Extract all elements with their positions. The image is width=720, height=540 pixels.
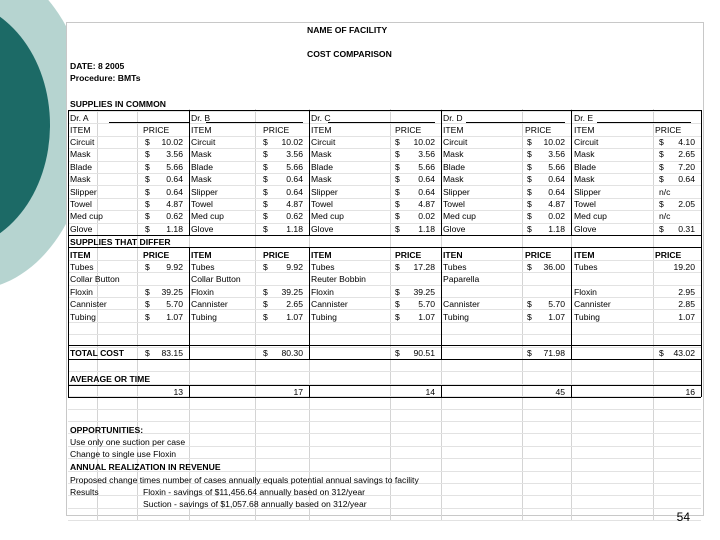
currency-symbol: $	[527, 348, 532, 358]
supply-price: 4.87	[418, 199, 435, 209]
currency-symbol: $	[263, 149, 268, 160]
supply-item: Circuit	[574, 137, 599, 147]
supply-price: 4.87	[548, 199, 565, 209]
price-column-header: PRICE	[143, 250, 170, 260]
report-date: DATE: 8 2005	[70, 61, 125, 71]
column-border	[441, 110, 442, 235]
currency-symbol: $	[395, 262, 400, 272]
supply-item: Cannister	[70, 299, 107, 310]
currency-symbol: $	[263, 137, 268, 147]
currency-symbol: $	[527, 262, 532, 272]
supply-item: Med cup	[311, 211, 344, 222]
doctor-underline	[597, 122, 691, 123]
currency-symbol: $	[145, 311, 150, 322]
total-cost-value: 71.98	[543, 348, 565, 358]
supply-item: Slipper	[191, 186, 218, 197]
supply-item: Tubing	[191, 311, 217, 322]
currency-symbol: $	[395, 149, 400, 160]
section-rule	[68, 235, 701, 236]
section-rule	[68, 397, 701, 398]
currency-symbol: $	[395, 223, 400, 234]
price-column-header: PRICE	[263, 125, 290, 135]
currency-symbol: $	[395, 199, 400, 209]
supply-price: 1.18	[548, 223, 565, 234]
opportunity-item: Change to single use Floxin	[70, 449, 177, 460]
item-column-header: ITEM	[574, 125, 595, 135]
supply-item: Tubes	[191, 262, 215, 272]
supply-price: 39.25	[413, 286, 435, 297]
item-column-header: ITEN	[443, 250, 463, 260]
currency-symbol: $	[145, 299, 150, 310]
item-column-header: ITEM	[574, 250, 595, 260]
currency-symbol: $	[659, 348, 664, 358]
supply-item: Slipper	[443, 186, 470, 197]
supply-item: Med cup	[191, 211, 224, 222]
supply-price: 0.64	[418, 186, 435, 197]
supply-price: 9.92	[286, 262, 303, 272]
supply-item: Floxin	[191, 286, 214, 297]
grid-line-horizontal	[68, 433, 701, 434]
currency-symbol: $	[395, 211, 400, 222]
section-rule	[68, 359, 701, 360]
supply-item: Towel	[574, 199, 596, 209]
supply-item: Cannister	[443, 299, 480, 310]
supply-item: Tubes	[443, 262, 467, 272]
supply-item: Slipper	[311, 186, 338, 197]
supply-item: Paparella	[443, 274, 480, 285]
supply-item: Towel	[311, 199, 333, 209]
supply-item: Floxin	[574, 286, 597, 297]
doctor-header: Dr. E	[574, 113, 594, 123]
currency-symbol: $	[145, 174, 150, 185]
grid-line	[390, 109, 391, 521]
currency-symbol: $	[263, 311, 268, 322]
currency-symbol: $	[395, 286, 400, 297]
supply-price: 1.07	[166, 311, 183, 322]
column-border	[571, 110, 572, 235]
supply-price: 2.05	[678, 199, 695, 209]
supply-item: Slipper	[70, 186, 97, 197]
grid-line-horizontal	[68, 322, 701, 323]
supply-price: 0.62	[166, 211, 183, 222]
average-value: 13	[173, 387, 183, 397]
supply-price: 10.02	[281, 137, 303, 147]
supply-price: 17.28	[413, 262, 435, 272]
column-border	[189, 247, 190, 359]
supply-price: 0.31	[678, 223, 695, 234]
column-border	[309, 110, 310, 235]
supply-price: 5.70	[548, 299, 565, 310]
column-border	[189, 385, 190, 397]
supply-item: Tubing	[443, 311, 469, 322]
column-border	[309, 247, 310, 359]
item-column-header: ITEM	[443, 125, 464, 135]
column-border	[571, 385, 572, 397]
supply-item: Glove	[191, 223, 214, 234]
supply-item: Blade	[574, 161, 596, 172]
supply-price: 2.65	[678, 149, 695, 160]
currency-symbol: $	[263, 286, 268, 297]
supply-price: 4.87	[166, 199, 183, 209]
supply-item: Towel	[191, 199, 213, 209]
supply-item: Mask	[443, 174, 464, 185]
section-rule	[68, 385, 701, 386]
grid-line	[653, 109, 654, 521]
doctor-header: Dr. D	[443, 113, 463, 123]
doctor-header: Dr. B	[191, 113, 211, 123]
cost-comparison-sheet	[66, 22, 704, 516]
column-border	[189, 110, 190, 235]
currency-symbol: $	[527, 137, 532, 147]
total-cost-value: 80.30	[281, 348, 303, 358]
supply-price: 3.56	[166, 149, 183, 160]
grid-line-horizontal	[68, 520, 701, 521]
grid-line-horizontal	[68, 297, 701, 298]
currency-symbol: $	[395, 311, 400, 322]
grid-line-horizontal	[68, 111, 701, 112]
grid-line-horizontal	[68, 334, 701, 335]
result-item: Suction - savings of $1,057.68 annually based on 312/year	[143, 499, 367, 510]
supply-price: 36.00	[543, 262, 565, 272]
supply-item: Circuit	[70, 137, 95, 147]
supply-price: 19.20	[673, 262, 695, 272]
item-column-header: ITEM	[191, 125, 212, 135]
supply-price: 0.64	[548, 186, 565, 197]
currency-symbol: $	[395, 348, 400, 358]
supply-price: 5.70	[418, 299, 435, 310]
supply-item: Mask	[70, 174, 91, 185]
supply-item: Slipper	[574, 186, 601, 197]
procedure-label: Procedure: BMTs	[70, 73, 141, 83]
supply-price: 0.02	[548, 211, 565, 222]
currency-symbol: $	[659, 149, 664, 160]
doctor-underline	[328, 122, 435, 123]
supply-price: 0.64	[418, 174, 435, 185]
supply-item: Towel	[443, 199, 465, 209]
currency-symbol: $	[263, 199, 268, 209]
supply-price: 0.64	[286, 186, 303, 197]
currency-symbol: $	[395, 161, 400, 172]
currency-symbol: $	[263, 161, 268, 172]
doctor-underline	[109, 122, 189, 123]
supplies-that-differ-heading: SUPPLIES THAT DIFFER	[70, 237, 171, 247]
supply-price: 5.66	[286, 161, 303, 172]
currency-symbol: $	[659, 174, 664, 185]
currency-symbol: $	[145, 161, 150, 172]
currency-symbol: $	[145, 137, 150, 147]
currency-symbol: $	[659, 223, 664, 234]
price-column-header: PRICE	[143, 125, 170, 135]
supply-price: 1.07	[286, 311, 303, 322]
supply-item: Med cup	[574, 211, 607, 222]
item-column-header: ITEM	[311, 250, 332, 260]
currency-symbol: $	[395, 137, 400, 147]
currency-symbol: $	[527, 186, 532, 197]
price-column-header: PRICE	[525, 250, 552, 260]
supply-price: 1.07	[418, 311, 435, 322]
column-border	[309, 385, 310, 397]
price-column-header: PRICE	[655, 250, 682, 260]
supply-item: Circuit	[311, 137, 336, 147]
supply-item: Glove	[70, 223, 93, 234]
average-value: 16	[685, 387, 695, 397]
currency-symbol: $	[527, 299, 532, 310]
supply-price: 5.66	[548, 161, 565, 172]
currency-symbol: $	[527, 311, 532, 322]
currency-symbol: $	[145, 186, 150, 197]
supply-price: 2.95	[678, 286, 695, 297]
doctor-header: Dr. A	[70, 113, 89, 123]
supply-price: 3.56	[548, 149, 565, 160]
supply-price: n/c	[659, 211, 671, 222]
grid-line-horizontal	[68, 309, 701, 310]
currency-symbol: $	[527, 199, 532, 209]
currency-symbol: $	[145, 211, 150, 222]
currency-symbol: $	[145, 149, 150, 160]
average-value: 45	[555, 387, 565, 397]
currency-symbol: $	[263, 186, 268, 197]
supply-item: Tubes	[311, 262, 335, 272]
supply-price: 0.62	[286, 211, 303, 222]
item-column-header: ITEM	[70, 125, 91, 135]
supply-item: Med cup	[70, 211, 103, 222]
column-border	[441, 385, 442, 397]
doctor-header: Dr. C	[311, 113, 331, 123]
supply-price: 0.64	[548, 174, 565, 185]
average-or-time-label: AVERAGE OR TIME	[70, 374, 151, 384]
currency-symbol: $	[659, 137, 664, 147]
supply-price: 0.02	[418, 211, 435, 222]
currency-symbol: $	[263, 348, 268, 358]
supply-price: 39.25	[281, 286, 303, 297]
grid-line-horizontal	[68, 272, 701, 273]
supply-price: n/c	[659, 186, 671, 197]
supply-item: Glove	[443, 223, 466, 234]
supply-price: 10.02	[161, 137, 183, 147]
item-column-header: ITEM	[70, 250, 91, 260]
supply-item: Med cup	[443, 211, 476, 222]
price-column-header: PRICE	[263, 250, 290, 260]
total-cost-label: TOTAL COST	[70, 348, 124, 358]
item-column-header: ITEM	[311, 125, 332, 135]
supply-item: Floxin	[311, 286, 334, 297]
supply-price: 3.56	[286, 149, 303, 160]
supply-price: 0.64	[286, 174, 303, 185]
supply-price: 0.64	[166, 174, 183, 185]
grid-line-horizontal	[68, 409, 701, 410]
supply-price: 5.70	[166, 299, 183, 310]
item-column-header: ITEM	[191, 250, 212, 260]
supply-item: Tubes	[574, 262, 598, 272]
supply-item: Collar Button	[70, 274, 120, 285]
currency-symbol: $	[395, 186, 400, 197]
currency-symbol: $	[527, 223, 532, 234]
supply-item: Cannister	[574, 299, 611, 310]
supply-item: Mask	[191, 149, 212, 160]
supply-price: 10.02	[543, 137, 565, 147]
table-border	[701, 110, 702, 397]
supply-item: Towel	[70, 199, 92, 209]
currency-symbol: $	[395, 174, 400, 185]
supply-item: Tubing	[70, 311, 96, 322]
currency-symbol: $	[527, 161, 532, 172]
price-column-header: PRICE	[395, 125, 422, 135]
supply-item: Cannister	[191, 299, 228, 310]
supply-price: 7.20	[678, 161, 695, 172]
supply-price: 4.10	[678, 137, 695, 147]
total-cost-value: 90.51	[413, 348, 435, 358]
results-label: Results	[70, 487, 99, 497]
supply-price: 3.56	[418, 149, 435, 160]
doctor-underline	[206, 122, 303, 123]
column-border	[571, 247, 572, 359]
column-border	[441, 247, 442, 359]
supply-price: 0.64	[166, 186, 183, 197]
supply-price: 1.18	[286, 223, 303, 234]
currency-symbol: $	[395, 299, 400, 310]
currency-symbol: $	[263, 211, 268, 222]
section-rule	[68, 345, 701, 346]
facility-name: NAME OF FACILITY	[307, 25, 388, 35]
currency-symbol: $	[263, 262, 268, 272]
supply-item: Mask	[70, 149, 91, 160]
grid-line	[255, 109, 256, 521]
grid-line-horizontal	[68, 285, 701, 286]
currency-symbol: $	[527, 174, 532, 185]
average-value: 17	[293, 387, 303, 397]
supply-item: Reuter Bobbin	[311, 274, 366, 285]
currency-symbol: $	[659, 161, 664, 172]
cost-comparison-title: COST COMPARISON	[307, 49, 392, 59]
supply-price: 5.66	[166, 161, 183, 172]
currency-symbol: $	[527, 149, 532, 160]
page-number: 54	[676, 510, 690, 524]
supply-price: 1.07	[548, 311, 565, 322]
currency-symbol: $	[263, 174, 268, 185]
total-cost-value: 43.02	[673, 348, 695, 358]
supply-item: Mask	[311, 149, 332, 160]
supply-item: Mask	[574, 149, 595, 160]
annual-realization-heading: ANNUAL REALIZATION IN REVENUE	[70, 462, 221, 472]
proposed-change-text: Proposed change times number of cases annually equals potential annual savings to facility	[70, 475, 419, 485]
currency-symbol: $	[145, 286, 150, 297]
supply-item: Mask	[191, 174, 212, 185]
currency-symbol: $	[145, 348, 150, 358]
supply-price: 1.18	[166, 223, 183, 234]
supply-price: 39.25	[161, 286, 183, 297]
supply-price: 1.18	[418, 223, 435, 234]
supply-item: Mask	[443, 149, 464, 160]
supply-item: Tubing	[574, 311, 600, 322]
opportunities-heading: OPPORTUNITIES:	[70, 425, 144, 435]
supply-price: 4.87	[286, 199, 303, 209]
supply-item: Glove	[574, 223, 597, 234]
supply-item: Glove	[311, 223, 334, 234]
supply-item: Blade	[70, 161, 92, 172]
doctor-underline	[466, 122, 565, 123]
supply-item: Circuit	[443, 137, 468, 147]
supply-item: Floxin	[70, 286, 93, 297]
supply-price: 2.85	[678, 299, 695, 310]
supply-price: 0.64	[678, 174, 695, 185]
currency-symbol: $	[659, 199, 664, 209]
supply-item: Mask	[574, 174, 595, 185]
supply-price: 10.02	[413, 137, 435, 147]
supply-item: Collar Button	[191, 274, 241, 285]
average-value: 14	[425, 387, 435, 397]
supply-price: 5.66	[418, 161, 435, 172]
currency-symbol: $	[263, 299, 268, 310]
section-rule	[68, 247, 701, 248]
supply-item: Circuit	[191, 137, 216, 147]
currency-symbol: $	[527, 211, 532, 222]
table-border	[68, 110, 69, 397]
grid-line-horizontal	[68, 371, 701, 372]
supply-item: Blade	[191, 161, 213, 172]
price-column-header: PRICE	[655, 125, 682, 135]
currency-symbol: $	[145, 223, 150, 234]
total-cost-value: 83.15	[161, 348, 183, 358]
supply-item: Blade	[443, 161, 465, 172]
price-column-header: PRICE	[525, 125, 552, 135]
supply-item: Cannister	[311, 299, 348, 310]
supply-item: Mask	[311, 174, 332, 185]
opportunity-item: Use only one suction per case	[70, 437, 186, 447]
section-rule	[68, 110, 701, 111]
result-item: Floxin - savings of $11,456.64 annually based on 312/year	[143, 487, 365, 497]
supply-price: 1.07	[678, 311, 695, 322]
supplies-in-common-heading: SUPPLIES IN COMMON	[70, 99, 166, 109]
price-column-header: PRICE	[395, 250, 422, 260]
grid-line	[522, 109, 523, 521]
grid-line-horizontal	[68, 421, 701, 422]
supply-price: 9.92	[166, 262, 183, 272]
supply-item: Tubing	[311, 311, 337, 322]
supply-price: 2.65	[286, 299, 303, 310]
supply-item: Tubes	[70, 262, 94, 272]
currency-symbol: $	[145, 262, 150, 272]
currency-symbol: $	[145, 199, 150, 209]
supply-item: Blade	[311, 161, 333, 172]
currency-symbol: $	[263, 223, 268, 234]
